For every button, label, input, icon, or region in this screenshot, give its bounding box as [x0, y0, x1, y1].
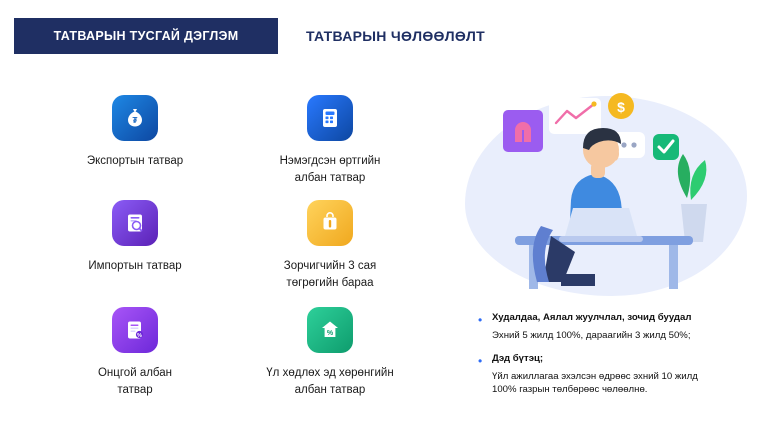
- note-body-line: Үйл ажиллагаа эхэлсэн өдрөөс эхний 10 жилд: [492, 370, 698, 382]
- label-line-1: Экспортын татвар: [86, 155, 184, 167]
- person-figure: [543, 128, 625, 286]
- svg-text:%: %: [326, 330, 334, 337]
- grid-item-label: [235, 153, 425, 186]
- label-line-2: албан татвар: [294, 383, 366, 396]
- grid-item-import-tax[interactable]: [40, 200, 230, 275]
- check-badge-icon: [653, 134, 679, 160]
- grid-item-vat[interactable]: [235, 95, 425, 186]
- laptop-icon: [559, 208, 643, 242]
- tax-exemption-icon-grid: [30, 95, 450, 415]
- svg-text:%: %: [137, 333, 142, 339]
- label-line-2: татвар: [117, 383, 153, 396]
- svg-text:₮: ₮: [132, 116, 138, 125]
- header-tab-tax-regime[interactable]: [14, 18, 278, 54]
- slide-header: [14, 18, 754, 54]
- excise-document-icon: [112, 307, 158, 353]
- note-body: [492, 370, 750, 397]
- person-at-desk-with-laptop-illustration: [455, 78, 755, 308]
- money-bag-icon: [112, 95, 158, 141]
- exemption-notes: [478, 312, 750, 407]
- grid-item-export-tax[interactable]: [40, 95, 230, 170]
- potted-plant-icon: [678, 154, 707, 242]
- grid-item-label: [40, 365, 230, 398]
- label-line-1: Онцгой албан: [97, 367, 172, 379]
- grid-item-real-estate-tax[interactable]: [235, 307, 425, 398]
- coin-icon: [608, 93, 634, 119]
- grid-item-traveler-goods[interactable]: [235, 200, 425, 291]
- note-heading: Худалдаа, Аялал жуулчлал, зочид буудал: [492, 312, 692, 323]
- note-item-infrastructure: [478, 353, 750, 369]
- page-title-text: ТАТВАРЫН ЧӨЛӨӨЛӨЛТ: [306, 28, 486, 44]
- note-body-line: Эхний 5 жилд 100%, дараагийн 3 жилд 50%;: [492, 330, 691, 342]
- traveler-bag-icon: [307, 200, 353, 246]
- label-line-2: төгрөгийн бараа: [286, 276, 374, 289]
- real-estate-icon: [307, 307, 353, 353]
- chart-card-icon: [549, 98, 601, 134]
- import-report-icon: [112, 200, 158, 246]
- label-line-1: Нэмэгдсэн өртгийн: [279, 155, 381, 167]
- svg-text:$: $: [617, 99, 625, 115]
- grid-item-label: [40, 153, 230, 170]
- bullet-icon: •: [478, 353, 483, 368]
- wall-poster-icon: [503, 110, 543, 152]
- page-title: [306, 18, 485, 54]
- note-item-trade-tourism-hotel: [478, 312, 750, 328]
- grid-item-label: [40, 258, 230, 275]
- note-body-line: 100% газрын төлбөрөөс чөлөөлнө.: [492, 384, 648, 396]
- label-line-1: Үл хөдлөх эд хөрөнгийн: [266, 367, 394, 379]
- grid-item-excise-tax[interactable]: [40, 307, 230, 398]
- bullet-icon: •: [478, 313, 483, 327]
- label-line-1: Импортын татвар: [88, 260, 182, 272]
- note-heading: Дэд бүтэц;: [492, 352, 544, 364]
- label-line-2: албан татвар: [294, 171, 366, 184]
- grid-item-label: [235, 365, 425, 398]
- label-line-1: Зорчигчийн 3 сая: [283, 260, 377, 272]
- grid-item-label: [235, 258, 425, 291]
- note-body: [492, 329, 750, 342]
- header-tab-label: ТАТВАРЫН ТУСГАЙ ДЭГЛЭМ: [53, 29, 239, 43]
- document-calculator-icon: [307, 95, 353, 141]
